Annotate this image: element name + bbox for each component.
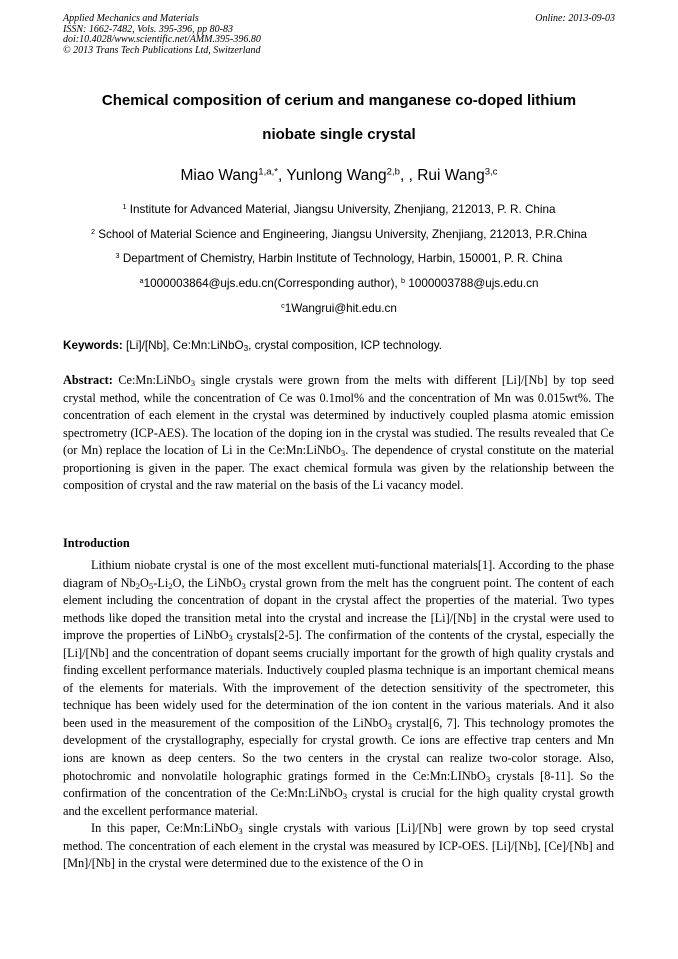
email-mark: c — [281, 301, 285, 311]
affiliation-text: Department of Chemistry, Harbin Institute of Technology, Harbin, 150001, P. R. China — [122, 252, 563, 265]
subscript: 3 — [238, 826, 243, 837]
affiliation-text: Institute for Advanced Material, Jiangsu University, Zhenjiang, 212013, P. R. China — [129, 203, 556, 216]
paper-title-line-2: niobate single crystal — [262, 126, 416, 143]
email-address: 1Wangrui@hit.edu.cn — [284, 302, 397, 315]
abstract-text: single crystals were grown from the melts with different [Li]/[Nb] by top seed crystal method, while the concentration of Ce was 0.1mol% and the concentration of Mn was 0.015wt%. The concentration of each element in the crystal was determined by inductively coupled plasma atomic emission spectrometry (ICP-AES). The location of the doping ion in the crystal was studied. The results revealed that Ce (or Mn) replace the location of Li in the Ce:Mn:LiNbO — [63, 373, 614, 458]
journal-name: Applied Mechanics and Materials — [63, 13, 199, 24]
copyright-line: © 2013 Trans Tech Publications Ltd, Switzerland — [63, 44, 261, 56]
affiliation-text: School of Material Science and Engineering, Jiangsu University, Zhenjiang, 212013, P.R.China — [98, 228, 588, 241]
paragraph-text: crystal is crucial for the high quality crystal growth and the excellent performance material. — [63, 786, 614, 818]
abstract-text: . The dependence of crystal constitute on the material proportioning is given in the paper. The exact chemical formula was given by the relationship between the composition of crystal and the raw material on the basis of the Li vacancy model. — [63, 443, 614, 493]
email-line-1 — [0, 277, 678, 290]
paragraph-text: crystal[6, 7]. This technology promotes the development of the crystallography, especially for crystal growth. Ce ions are effective trap centers and Mn ions are known as deep centers. So the two centers in the crystal can realize two-color storage. Also, photochromic and nonvolatile holographic gratings formed in the Ce:Mn:LINbO — [63, 715, 614, 783]
affiliation-number: 1 — [122, 202, 127, 212]
paragraph-text: crystals[2-5]. The confirmation of the contents of the crystal, especially the [Li]/[Nb] and the concentration of dopant seems crucially important for the growth of high quality crystals and finding excellent performance materials. Inductively coupled plasma technique is an important chemical means of the elements for materials. With the improvement of the detection sensitivity of the spectrometer, this technique has been widely used for the determination of the ion content in the various materials. And it also been used in the measurement of the composition of the LiNbO — [63, 628, 614, 730]
paper-title-line-1: Chemical composition of cerium and manganese co-doped lithium — [101, 92, 577, 109]
email-line-2 — [0, 302, 678, 315]
abstract-text: Ce:Mn:LiNbO — [112, 373, 191, 387]
subscript: 2 — [135, 580, 141, 591]
keywords-label: Keywords: — [63, 339, 123, 352]
keywords-text: , crystal composition, ICP technology. — [248, 339, 442, 352]
paragraph-text: -Li — [153, 575, 169, 590]
email-mark: b — [401, 276, 406, 286]
keywords-text: [Li]/[Nb], Ce:Mn:LiNbO — [122, 339, 244, 352]
abstract-label: Abstract: — [63, 373, 113, 387]
abstract — [63, 372, 614, 495]
email-mark: a — [139, 276, 144, 286]
paragraph-text: crystals [8-11]. So the confirmation of the concentration of the Ce:Mn:LiNbO — [63, 768, 615, 801]
author-affiliation-mark: 1,a,* — [258, 166, 279, 178]
author-name: Yunlong Wang — [286, 167, 387, 184]
subscript: 3 — [342, 791, 348, 802]
introduction-body — [63, 557, 614, 873]
author-affiliation-mark: 3,c — [484, 166, 498, 178]
section-heading-introduction: Introduction — [63, 536, 130, 550]
subscript: 3 — [387, 721, 392, 732]
issn-line: ISSN: 1662-7482, Vols. 395-396, pp 80-83 — [63, 23, 233, 35]
subscript: 3 — [243, 344, 249, 354]
paragraph-text: single crystals with various [Li]/[Nb] were grown by top seed crystal method. The concentration of each element in the crystal was measured by ICP-OES. [Li]/[Nb], [Ce]/[Nb] and [Mn]/[Nb] in the crystal were determined due to the existence of the O in — [63, 821, 614, 871]
affiliation-number: 3 — [115, 251, 120, 261]
subscript: 5 — [148, 580, 154, 591]
affiliation-2 — [0, 228, 678, 241]
author-list: Miao Wang$^{1,a,*}$, Yunlong Wang$^{2,b}$, , Rui Wang$^{3,c}$ — [180, 166, 498, 184]
journal-header — [63, 14, 615, 56]
subscript: 3 — [485, 773, 491, 784]
doi-line: doi:10.4028/www.scientific.net/AMM.395-396.80 — [63, 34, 261, 46]
subscript: 2 — [168, 580, 173, 591]
online-date: Online: 2013-09-03 — [535, 13, 615, 24]
paragraph-text: Lithium niobate crystal is one of the most excellent muti-functional materials[1]. According to the phase diagram of Nb — [63, 558, 614, 590]
subscript: 3 — [241, 580, 246, 591]
paragraph — [63, 557, 614, 820]
author-name: Rui Wang — [417, 167, 485, 184]
subscript: 3 — [190, 378, 196, 389]
affiliation-3 — [0, 252, 678, 265]
author-name: Miao Wang — [180, 167, 259, 184]
email-address: 1000003864@ujs.edu.cn(Corresponding author), — [143, 277, 402, 290]
affiliation-1 — [0, 203, 678, 216]
author-affiliation-mark: 2,b — [386, 166, 400, 178]
paragraph-text: O, the LiNbO — [172, 575, 242, 590]
paragraph-text: In this paper, Ce:Mn:LiNbO — [91, 821, 239, 836]
keywords — [63, 339, 615, 352]
affiliation-number: 2 — [90, 227, 95, 237]
email-address: 1000003788@ujs.edu.cn — [405, 277, 539, 290]
paragraph — [63, 820, 614, 873]
subscript: 3 — [228, 633, 233, 644]
paragraph-text: O — [140, 575, 149, 590]
paragraph-text: crystal grown from the melt has the congruent point. The content of each element including the concentration of dopant in the crystal affect the properties of the material. Two types methods like doped the transition metal into the crystal and increase the [Li]/[Nb] in the crystal were used to improve the properties of LiNbO — [63, 575, 614, 643]
subscript: 3 — [340, 448, 346, 459]
